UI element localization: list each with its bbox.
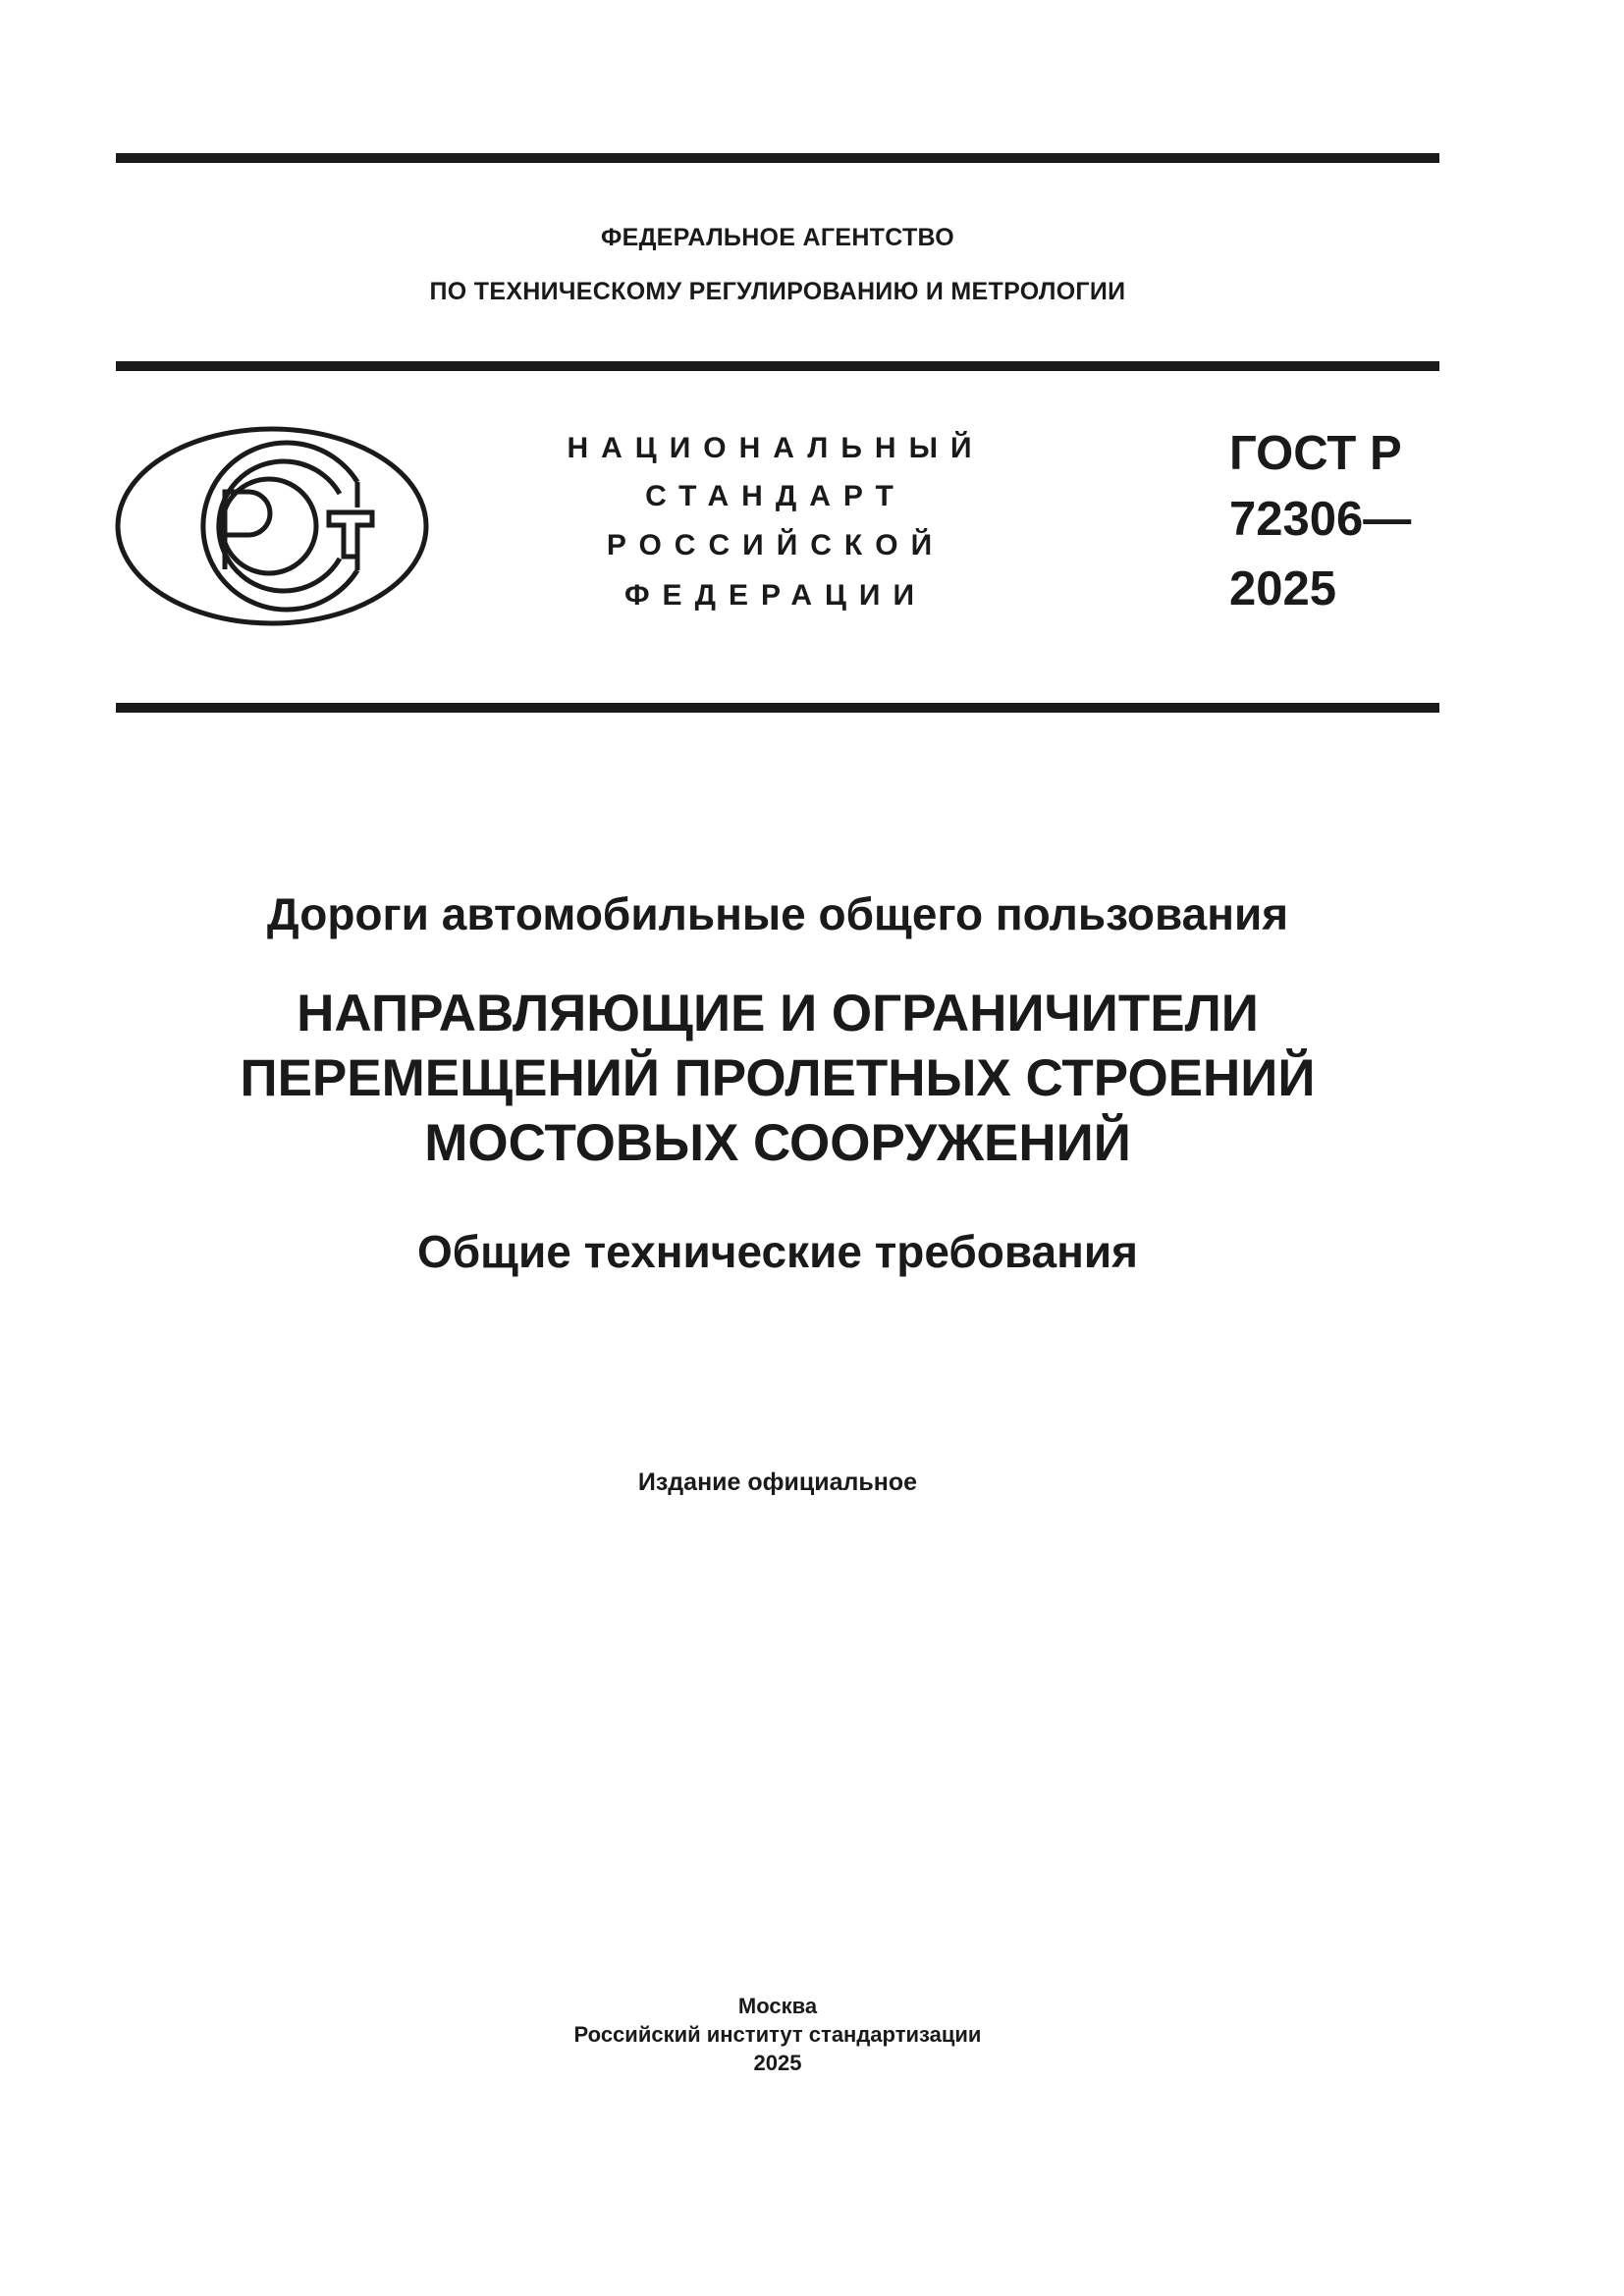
publisher-name: Российский институт стандартизации [573,2022,982,2047]
document-subtitle: Общие технические требования [416,1226,1138,1277]
document-title-line-1: НАПРАВЛЯЮЩИЕ И ОГРАНИЧИТЕЛИ [297,985,1259,1042]
top-rule [116,153,1439,163]
title-block-rule [116,703,1439,713]
publication-city: Москва [737,1994,818,2018]
standard-type-line-1: НАЦИОНАЛЬНЫЙ [567,432,985,464]
standard-designation-line-1: ГОСТ Р [1229,427,1402,480]
standard-designation-line-3: 2025 [1229,562,1337,615]
publication-year: 2025 [753,2051,802,2075]
rst-certification-logo-icon [115,425,429,627]
document-title-line-2: ПЕРЕМЕЩЕНИЙ ПРОЛЕТНЫХ СТРОЕНИЙ [240,1049,1316,1107]
header-rule [116,361,1439,371]
standard-type-line-3: РОССИЙСКОЙ [606,529,946,561]
agency-name-line-1: ФЕДЕРАЛЬНОЕ АГЕНТСТВО [600,224,955,251]
standard-type-line-4: ФЕДЕРАЦИИ [623,579,928,612]
edition-label: Издание официальное [637,1468,918,1496]
document-title-line-3: МОСТОВЫХ СООРУЖЕНИЙ [424,1114,1131,1172]
agency-name-line-2: ПО ТЕХНИЧЕСКОМУ РЕГУЛИРОВАНИЮ И МЕТРОЛОГИИ [429,278,1126,305]
document-subject: Дороги автомобильные общего пользования [266,888,1289,939]
standard-designation-line-2: 72306— [1229,493,1412,546]
standard-type-line-2: СТАНДАРТ [645,480,906,512]
